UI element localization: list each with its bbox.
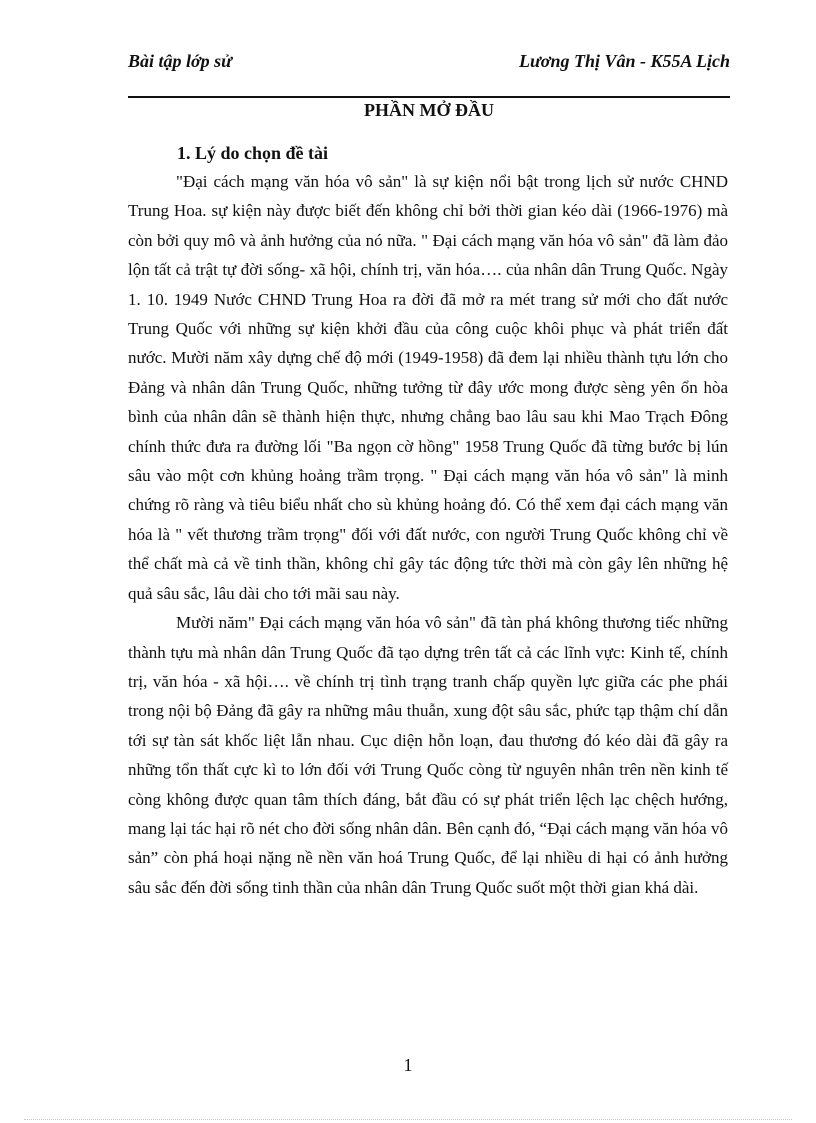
section-heading: 1. Lý do chọn đề tài xyxy=(177,143,329,163)
paragraph-1: "Đại cách mạng văn hóa vô sản" là sự kiện nổi bật trong lịch sử nước CHND Trung Hoa. sự kiện này được biết đến không chỉ bởi thời gian kéo dài (1966-1976) mà còn bởi quy mô và ảnh hưởng của nó nữa. " Đại cách mạng văn hóa vô sản" đã làm đảo lộn tất cả trật tự đời sống- xã hội, chính trị, văn hóa…. của nhân dân Trung Quốc. Ngày 1. 10. 1949 Nước CHND Trung Hoa ra đời đã mở ra mét trang sử mới cho đất nước Trung Quốc với những sự kiện khởi đầu của công cuộc khôi phục và phát triển đất nước. Mười năm xây dựng chế độ mới (1949-1958) đã đem lại nhiều thành tựu lớn cho Đảng và nhân dân Trung Quốc, những tưởng từ đây ước mong được sèng yên ổn hòa bình của nhân dân sẽ thành hiện thực, nhưng chẳng bao lâu sau khi Mao Trạch Đông chính thức đưa ra đường lối "Ba ngọn cờ hồng" 1958 Trung Quốc đã từng bước bị lún sâu vào một cơn khủng hoảng trầm trọng. " Đại cách mạng văn hóa vô sản" là minh chứng rõ ràng và tiêu biểu nhất cho sù khủng hoảng đó. Có thể xem đại cách mạng văn hóa là " vết thương trầm trọng" đối với đất nước, con người Trung Quốc không chỉ về thể chất mà cả về tinh thần, không chỉ gây tác động tức thời mà còn gây lên những hệ quả sâu sắc, lâu dài cho tới mãi sau này. xyxy=(128,172,728,603)
header-author-label: Lương Thị Vân - K55A Lịch xyxy=(519,51,730,71)
header-course-label: Bài tập lớp sử xyxy=(128,51,232,71)
footer-divider xyxy=(24,1119,792,1120)
page-number: 1 xyxy=(403,1055,413,1075)
paragraph-2: Mười năm" Đại cách mạng văn hóa vô sản" đã tàn phá không thương tiếc những thành tựu mà nhân dân Trung Quốc đã tạo dựng trên tất cả các lĩnh vực: Kinh tế, chính trị, văn hóa - xã hội…. về chính trị tình trạng tranh chấp quyền lực giữa các phe phái trong nội bộ Đảng đã gây ra những mâu thuẫn, xung đột sâu sắc, phức tạp thậm chí dẫn tới sự tàn sát khốc liệt lẫn nhau. Cục diện hỗn loạn, đau thương đó kéo dài đã gây ra những tổn thất cực kì to lớn đối với Trung Quốc còng từ nguyên nhân trên nền kinh tế còng không được quan tâm thích đáng, bắt đầu có sự phát triển lệch lạc chệch hướng, mang lại tác hại rõ nét cho đời sống nhân dân. Bên cạnh đó, “Đại cách mạng văn hóa vô sản” còn phá hoại nặng nề nền văn hoá Trung Quốc, để lại nhiều di hại có ảnh hưởng sâu sắc đến đời sống tinh thần của nhân dân Trung Quốc suốt một thời gian khá dài. xyxy=(128,613,728,897)
page-title: PHẦN MỞ ĐẦU xyxy=(364,100,494,120)
page-header xyxy=(128,48,730,98)
body-text xyxy=(128,167,728,902)
